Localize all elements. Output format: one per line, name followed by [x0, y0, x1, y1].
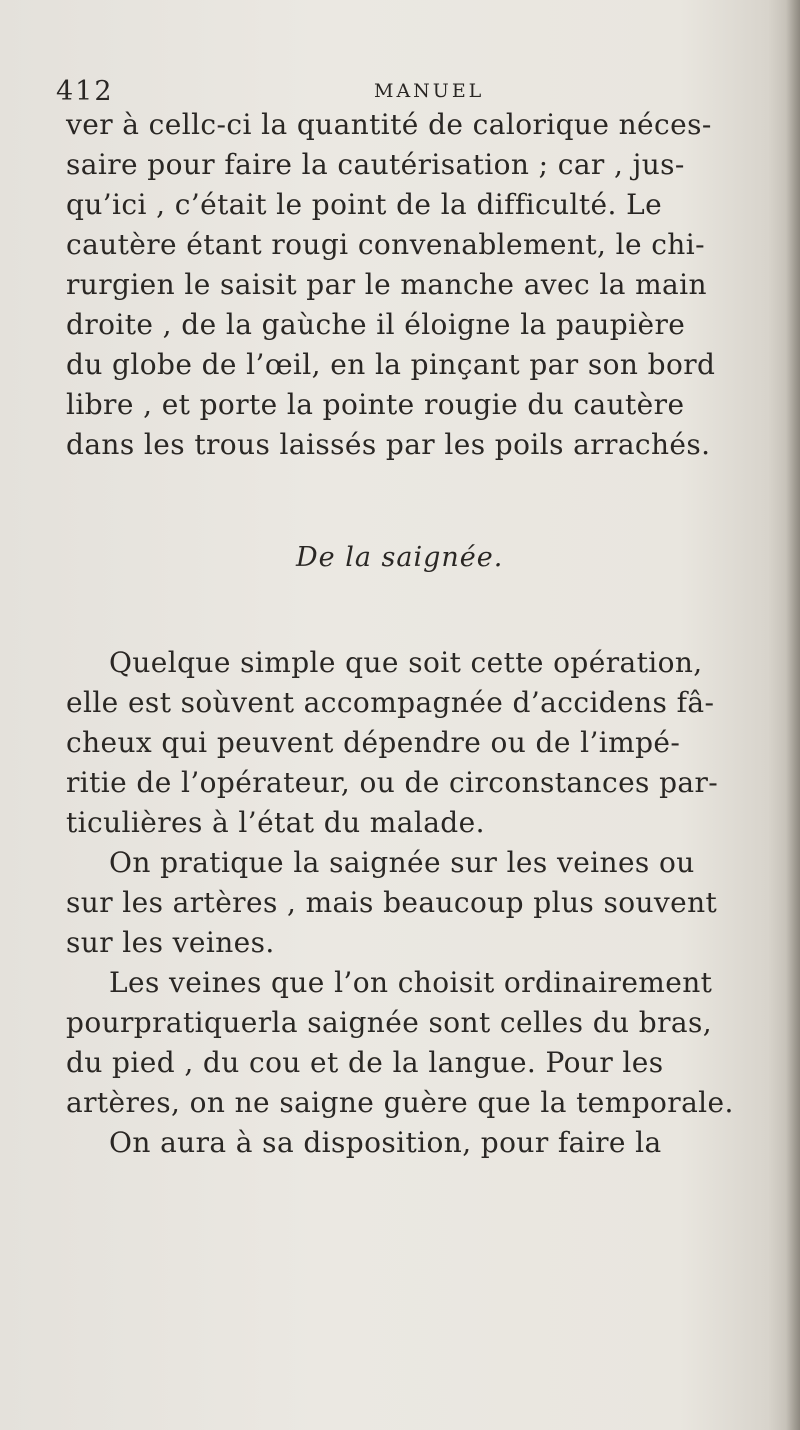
section-heading: De la saignée.: [296, 542, 504, 573]
text-line: elle est soùvent accompagnée d’accidens fâ-: [66, 686, 715, 719]
text-line: libre , et porte la pointe rougie du cautère: [66, 388, 685, 421]
text-line: ticulières à l’état du malade.: [66, 806, 485, 839]
text-line: Quelque simple que soit cette opération,: [109, 646, 703, 679]
text-line: On aura à sa disposition, pour faire la: [109, 1126, 662, 1159]
text-line: saire pour faire la cautérisation ; car , jus-: [66, 148, 685, 181]
page-number: 412: [56, 76, 114, 107]
text-line: cautère étant rougi convenablement, le chi-: [66, 228, 705, 261]
text-line: du globe de l’œil, en la pinçant par son bord: [66, 348, 716, 381]
text-line: sur les artères , mais beaucoup plus souvent: [66, 886, 718, 919]
running-head: [56, 76, 756, 106]
text-line: cheux qui peuvent dépendre ou de l’impé-: [66, 726, 681, 759]
text-line: du pied , du cou et de la langue. Pour les: [66, 1046, 664, 1079]
text-line: pourpratiquerla saignée sont celles du bras,: [66, 1006, 713, 1039]
text-line: On pratique la saignée sur les veines ou: [109, 846, 695, 879]
text-line: droite , de la gaùche il éloigne la paupière: [66, 308, 686, 341]
text-line: ritie de l’opérateur, ou de circonstances par-: [66, 766, 719, 799]
text-line: sur les veines.: [66, 926, 275, 959]
page-edge-shadow: [786, 0, 800, 1430]
text-line: artères, on ne saigne guère que la temporale.: [66, 1086, 734, 1119]
text-line: ver à cellc-ci la quantité de calorique néces-: [66, 108, 712, 141]
text-line: qu’ici , c’était le point de la difficulté. Le: [66, 188, 663, 221]
text-line: dans les trous laissés par les poils arrachés.: [66, 428, 711, 461]
running-title: MANUEL: [374, 80, 485, 102]
text-line: Les veines que l’on choisit ordinairement: [109, 966, 713, 999]
text-line: rurgien le saisit par le manche avec la main: [66, 268, 707, 301]
